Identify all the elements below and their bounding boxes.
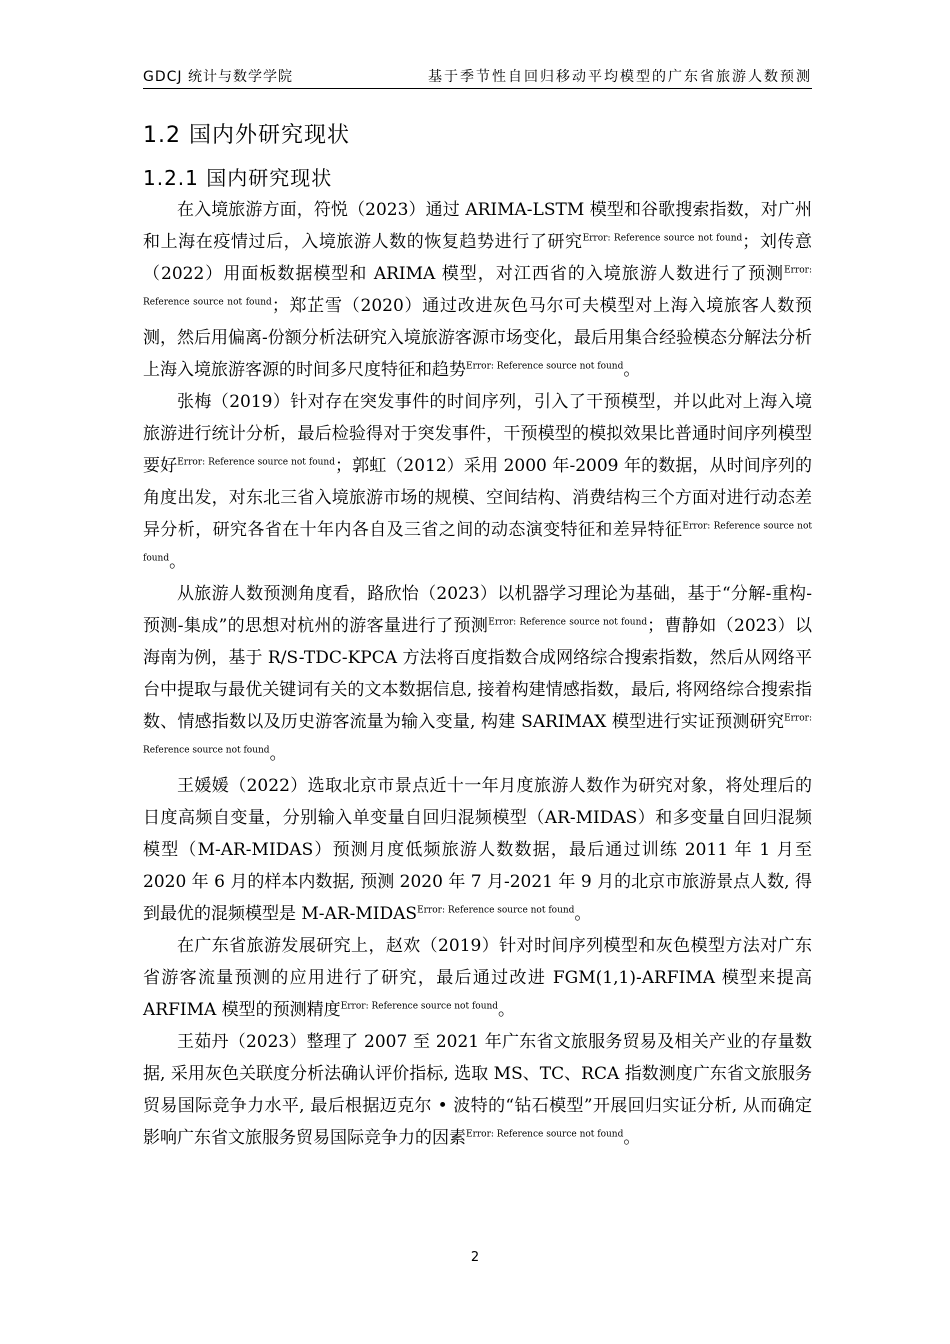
paragraph-text: 。 — [498, 1000, 516, 1020]
subsection-title: 1.2.1 国内研究现状 — [143, 166, 333, 190]
paragraph-text: ；郑芷雪（2020）通过改进灰色马尔可夫模型对上海入境旅客人数预测，然后用偏离-份额分析法研究入境旅游客源市场变化，最后用集合经验模态分解法分析上海入境旅游客源的时间多尺度特征和趋势 — [143, 296, 812, 380]
reference-error-marker: Error: Reference source not found — [177, 457, 335, 468]
body-text — [143, 194, 812, 1154]
reference-error-marker: Error: Reference source not found — [466, 361, 624, 372]
paragraph-text: 在广东省旅游发展研究上，赵欢（2019）针对时间序列模型和灰色模型方法对广东省游客流量预测的应用进行了研究，最后通过改进 FGM(1,1)-ARFIMA 模型来提高 ARFIMA 模型的预测精度 — [143, 936, 812, 1020]
reference-error-marker: Error: Reference source not found — [488, 617, 648, 628]
paragraph — [143, 578, 812, 770]
paragraph-text: 。 — [574, 904, 592, 924]
paragraph-text: 王茹丹（2023）整理了 2007 至 2021 年广东省文旅服务贸易及相关产业的存量数据, 采用灰色关联度分析法确认评价指标, 选取 MS、TC、RCA 指数测度广东省文旅服务贸易国际竞争力水平, 最后根据迈克尔 • 波特的“钻石模型”开展回归实证分析, 从而确定影响广东省文旅服务贸易国际竞争力的因素 — [143, 1032, 812, 1148]
reference-error-marker: Error: Reference source not found — [466, 1129, 624, 1140]
section-title: 1.2 国内外研究现状 — [143, 123, 350, 148]
page-number: 2 — [470, 1250, 480, 1265]
paragraph-text: ；郭虹（2012）采用 2000 年-2009 年的数据，从时间序列的角度出发，对东北三省入境旅游市场的规模、空间结构、消费结构三个方面对进行动态差异分析，研究各省在十年内各自及三省之间的动态演变特征和差异特征 — [143, 456, 813, 540]
paragraph — [143, 386, 812, 578]
paragraph-text: 。 — [623, 1128, 641, 1148]
paragraph-text: 。 — [169, 552, 187, 572]
paragraph-text: 王媛媛（2022）选取北京市景点近十一年月度旅游人数作为研究对象，将处理后的日度高频自变量，分别输入单变量自回归混频模型（AR-MIDAS）和多变量自回归混频模型（M-AR-MIDAS）预测月度低频旅游人数数据，最后通过训练 2011 年 1 月至 2020 年 6 月的样本内数据, 预测 2020 年 7 月-2021 年 9 月的北京市旅游景点人数, 得到最优的混频模型是 M-AR-MIDAS — [143, 776, 812, 924]
paragraph-text: 张梅（2019）针对存在突发事件的时间序列，引入了干预模型，并以此对上海入境旅游进行统计分析，最后检验得对于突发事件，干预模型的模拟效果比普通时间序列模型要好 — [143, 392, 812, 476]
paragraph-text: ；刘传意（2022）用面板数据模型和 ARIMA 模型，对江西省的入境旅游人数进行了预测 — [143, 232, 813, 284]
reference-error-marker: Error: Reference source not found — [582, 233, 743, 244]
paragraph — [143, 194, 812, 386]
header-paper-title: 基于季节性自回归移动平均模型的广东省旅游人数预测 — [428, 69, 812, 85]
running-header — [143, 66, 812, 89]
paragraph-text: 在入境旅游方面，符悦（2023）通过 ARIMA-LSTM 模型和谷歌搜索指数，对广州和上海在疫情过后，入境旅游人数的恢复趋势进行了研究 — [143, 200, 812, 252]
paragraph-text: ；曹静如（2023）以海南为例，基于 R/S-TDC-KPCA 方法将百度指数合成网络综合搜索指数，然后从网络平台中提取与最优关键词有关的文本数据信息, 接着构建情感指数，最后, 将网络综合搜索指数、情感指数以及历史游客流量为输入变量, 构建 SARIMAX 模型进行实证预测研究 — [143, 616, 813, 732]
reference-error-marker: Error: Reference source not found — [417, 905, 575, 916]
reference-error-marker: Error: Reference source not found — [143, 713, 812, 756]
reference-error-marker: Error: Reference source not found — [143, 521, 813, 564]
header-school: GDCJ 统计与数学学院 — [143, 69, 293, 85]
paragraph-text: 。 — [269, 744, 287, 764]
reference-error-marker: Error: Reference source not found — [340, 1001, 499, 1012]
reference-error-marker: Error: Reference source not found — [143, 265, 812, 308]
paragraph — [143, 770, 812, 930]
paragraph-text: 从旅游人数预测角度看，路欣怡（2023）以机器学习理论为基础，基于“分解-重构-预测-集成”的思想对杭州的游客量进行了预测 — [143, 584, 812, 636]
paragraph — [143, 930, 812, 1026]
paragraph-text: 。 — [623, 360, 641, 380]
paragraph — [143, 1026, 812, 1154]
